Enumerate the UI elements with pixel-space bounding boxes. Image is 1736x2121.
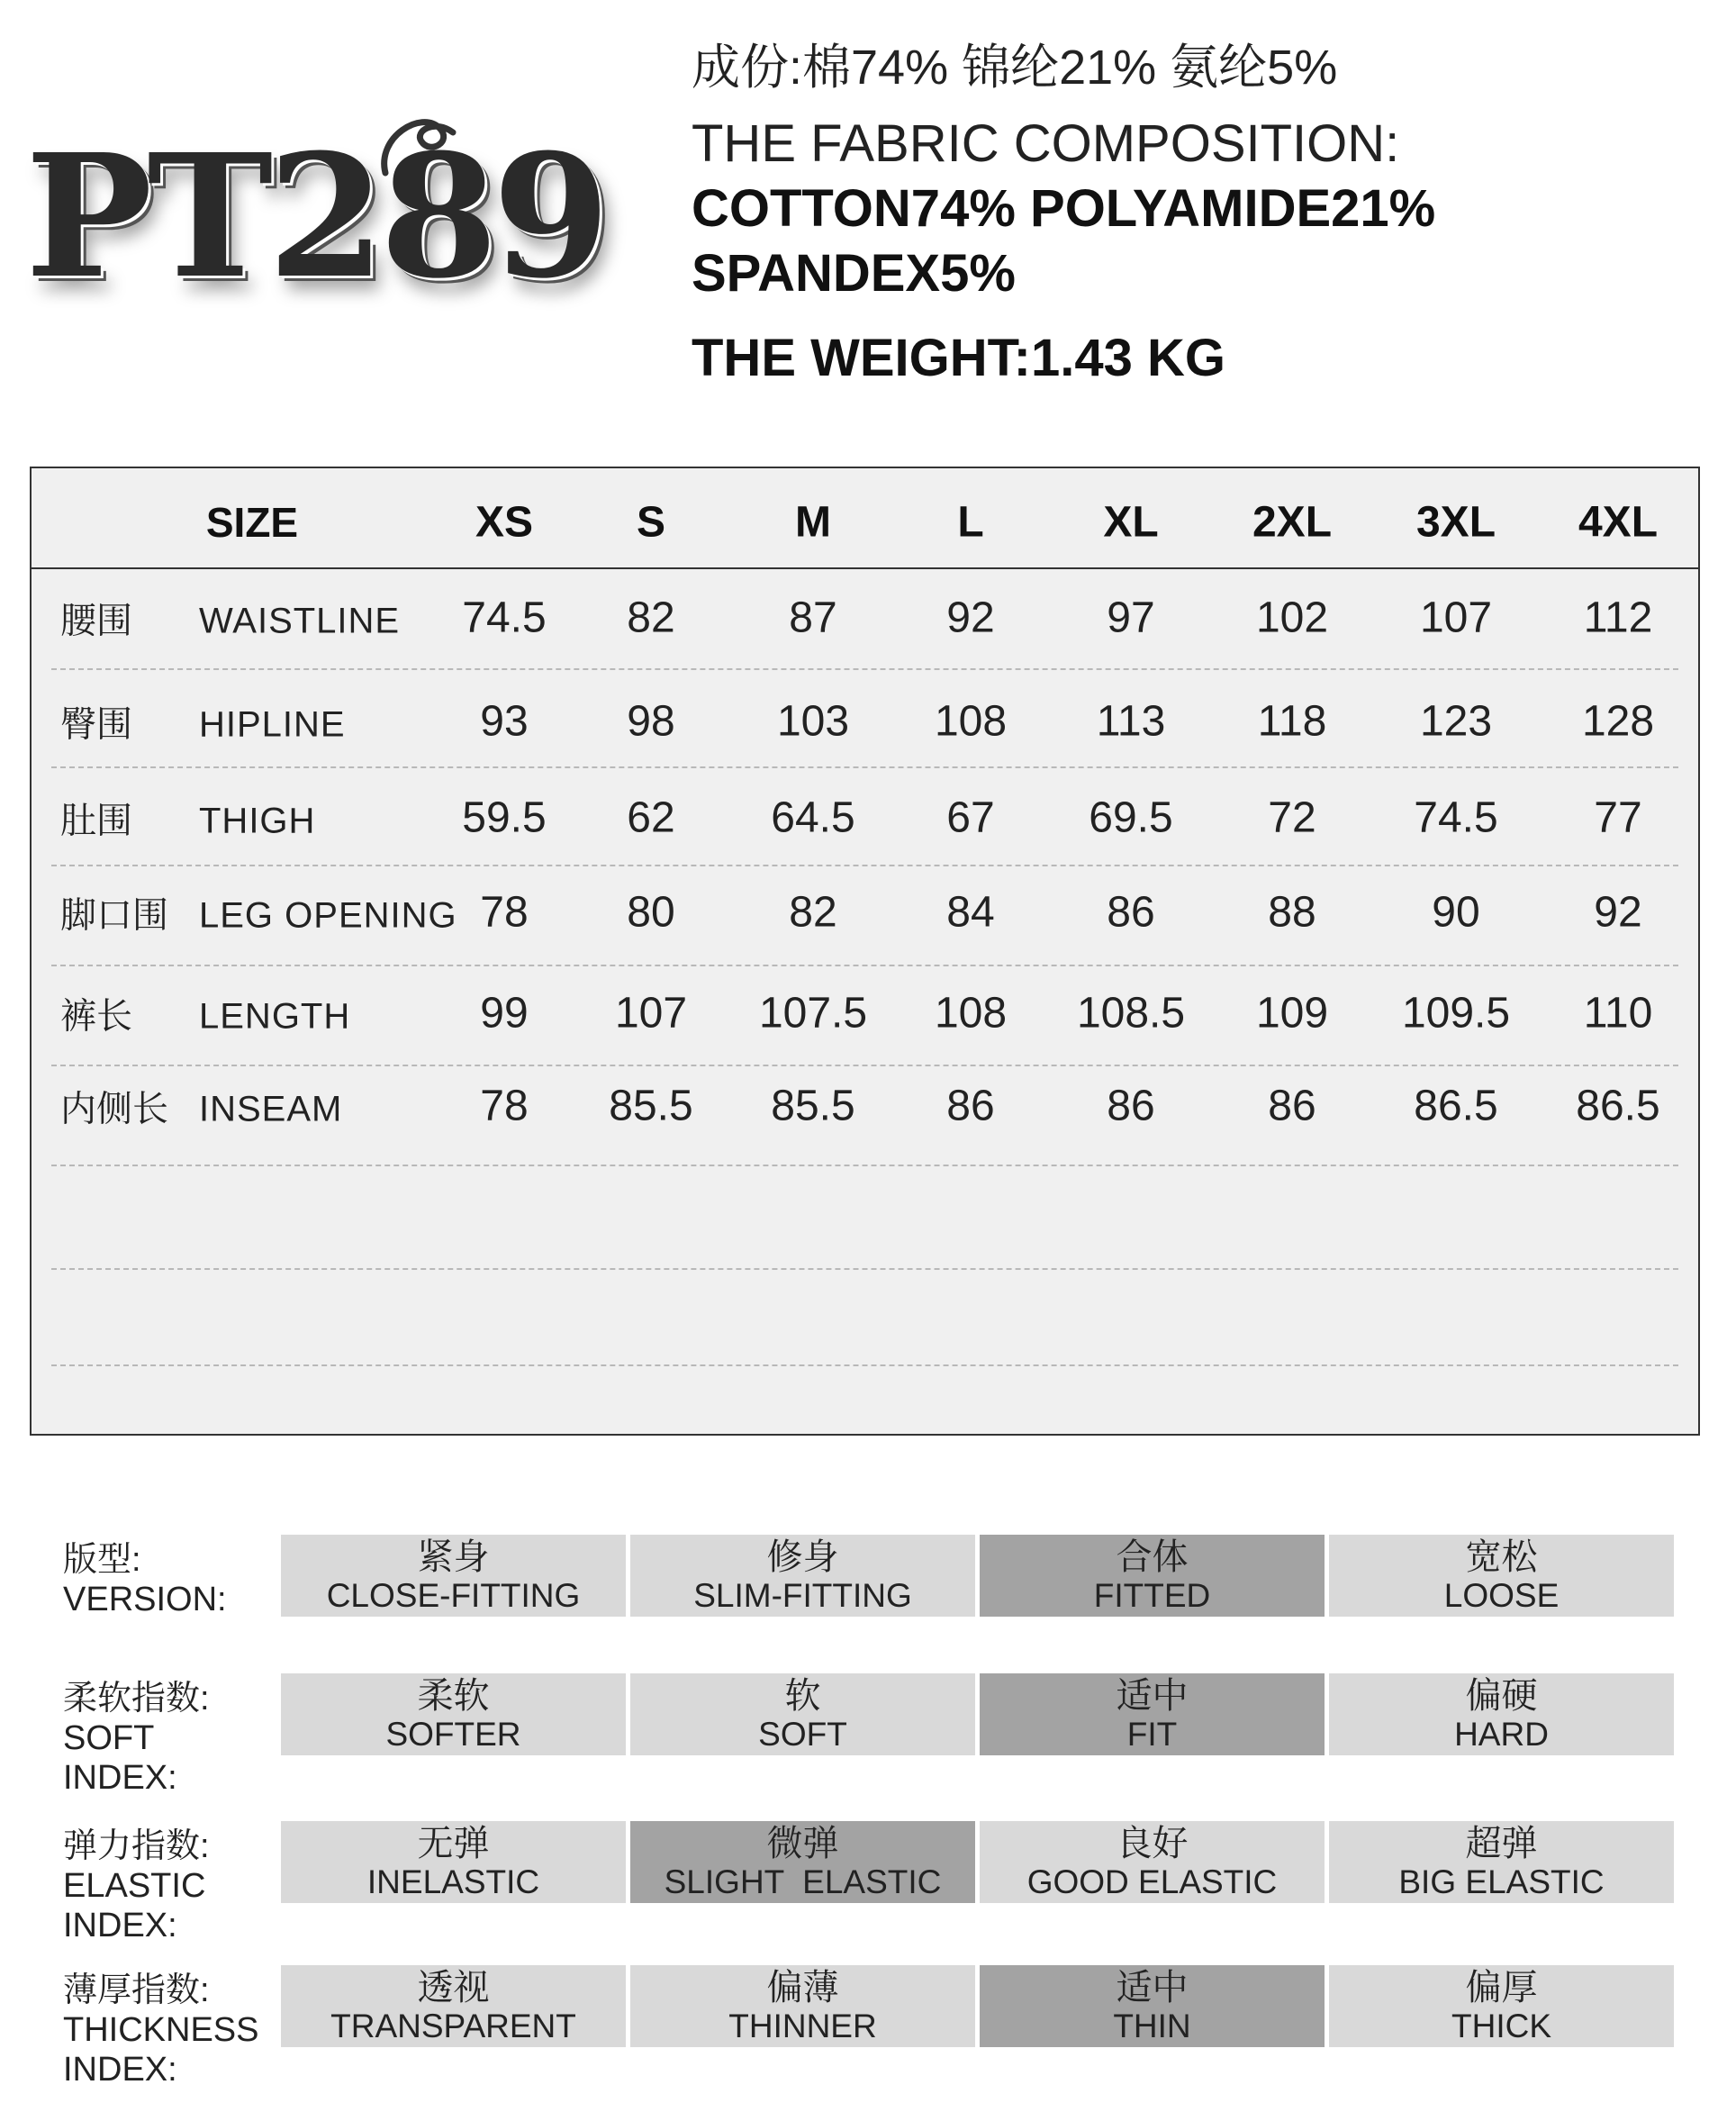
measurement-value: 86	[1268, 1082, 1316, 1130]
measurement-label-cn: 臀围	[60, 704, 132, 745]
attribute-option-cn: 柔软	[417, 1675, 490, 1716]
size-column-header: L	[957, 498, 984, 547]
size-header-label: SIZE	[205, 499, 299, 546]
measurement-value: 99	[480, 989, 529, 1038]
measurement-label-cn: 脚口围	[60, 895, 168, 936]
measurement-value: 82	[789, 888, 837, 937]
attribute-option	[1329, 1965, 1674, 2047]
measurement-value: 118	[1257, 697, 1327, 746]
measurement-value: 98	[627, 697, 675, 746]
measurement-value: 113	[1096, 697, 1166, 746]
attribute-option	[281, 1965, 626, 2047]
attribute-option-en: CLOSE-FITTING	[326, 1576, 581, 1614]
attribute-option-cn: 紧身	[417, 1536, 490, 1577]
measurement-value: 108	[934, 697, 1008, 746]
attribute-option-en: FITTED	[1093, 1576, 1211, 1614]
measurement-value: 123	[1419, 697, 1493, 746]
measurement-label-en: LEG OPENING	[199, 895, 457, 936]
size-column-header: 2XL	[1252, 498, 1333, 547]
attribute-option	[630, 1673, 975, 1755]
attribute-option-en: TRANSPARENT	[330, 2007, 576, 2044]
measurement-value: 77	[1594, 793, 1642, 842]
composition-en-line1: COTTON74% POLYAMIDE21%	[692, 179, 1436, 238]
measurement-value: 78	[480, 1082, 529, 1130]
measurement-value: 80	[627, 888, 675, 937]
attribute-label-en: ELASTIC INDEX:	[63, 1867, 206, 1944]
measurement-value: 108.5	[1076, 989, 1186, 1038]
attribute-option-selected	[980, 1535, 1325, 1617]
attribute-option-cn: 无弹	[417, 1823, 490, 1863]
measurement-value: 109.5	[1401, 989, 1511, 1038]
row-divider	[51, 668, 1678, 670]
product-code: PT289	[25, 117, 605, 316]
measurement-value: 64.5	[771, 793, 855, 842]
measurement-value: 74.5	[462, 594, 547, 642]
attribute-option	[281, 1821, 626, 1903]
size-column-header: M	[795, 498, 831, 547]
size-column-header: 3XL	[1415, 498, 1496, 547]
attribute-label-cn: 弹力指数:	[63, 1827, 210, 1865]
measurement-label-en: LENGTH	[199, 996, 351, 1037]
measurement-value: 85.5	[771, 1082, 855, 1130]
measurement-value: 112	[1583, 594, 1653, 642]
attribute-option-cn: 合体	[1116, 1536, 1189, 1577]
measurement-value: 86	[946, 1082, 995, 1130]
attribute-option-en: FIT	[1126, 1715, 1178, 1753]
attribute-label-cn: 薄厚指数:	[63, 1971, 210, 2009]
measurement-value: 69.5	[1089, 793, 1173, 842]
measurement-value: 86.5	[1576, 1082, 1660, 1130]
measurement-value: 59.5	[462, 793, 547, 842]
attribute-option-cn: 良好	[1116, 1823, 1189, 1863]
size-column-header: 4XL	[1578, 498, 1659, 547]
measurement-value: 84	[946, 888, 995, 937]
attribute-option-en: SOFTER	[385, 1715, 521, 1753]
measurement-label-en: HIPLINE	[199, 704, 346, 745]
measurement-value: 62	[627, 793, 675, 842]
row-divider	[51, 1364, 1678, 1366]
measurement-label-cn: 腰围	[60, 601, 132, 641]
composition-en-label: THE FABRIC COMPOSITION:	[692, 114, 1400, 173]
attribute-option-en: SOFT	[758, 1715, 847, 1753]
attribute-option-selected	[980, 1673, 1325, 1755]
attribute-label-cn: 版型:	[63, 1541, 141, 1579]
measurement-value: 107	[614, 989, 688, 1038]
attribute-option-en: GOOD ELASTIC	[1026, 1863, 1278, 1900]
attribute-label-en: VERSION:	[63, 1581, 227, 1618]
row-divider	[51, 1268, 1678, 1270]
measurement-value: 108	[934, 989, 1008, 1038]
measurement-value: 90	[1432, 888, 1480, 937]
attribute-option-cn: 透视	[417, 1967, 490, 2008]
measurement-value: 92	[1594, 888, 1642, 937]
measurement-value: 72	[1268, 793, 1316, 842]
measurement-value: 85.5	[609, 1082, 693, 1130]
attribute-option-en: THIN	[1113, 2007, 1191, 2044]
attribute-option-selected	[630, 1821, 975, 1903]
attribute-option	[980, 1821, 1325, 1903]
size-chart-table	[30, 467, 1700, 1436]
attribute-label	[63, 1540, 227, 1619]
measurement-value: 107.5	[758, 989, 868, 1038]
attribute-option-cn: 宽松	[1465, 1536, 1538, 1577]
measurement-label-en: THIGH	[199, 801, 316, 841]
attribute-label	[63, 1971, 258, 2089]
attribute-option-cn: 修身	[766, 1536, 839, 1577]
attribute-option-cn: 适中	[1116, 1967, 1189, 2008]
attribute-option-en: THINNER	[728, 2007, 877, 2044]
size-column-header: S	[636, 498, 666, 547]
measurement-value: 86.5	[1414, 1082, 1498, 1130]
attribute-option-en: HARD	[1454, 1715, 1549, 1753]
attribute-option-en: BIG ELASTIC	[1398, 1863, 1605, 1900]
size-column-header: XL	[1103, 498, 1159, 547]
measurement-value: 110	[1583, 989, 1653, 1038]
measurement-value: 86	[1107, 888, 1155, 937]
attribute-option-cn: 软	[784, 1675, 821, 1716]
attribute-option-cn: 偏薄	[766, 1967, 839, 2008]
attribute-option-selected	[980, 1965, 1325, 2047]
measurement-value: 93	[480, 697, 529, 746]
measurement-value: 92	[946, 594, 995, 642]
attribute-option	[281, 1673, 626, 1755]
attribute-label	[63, 1679, 210, 1798]
attribute-option	[630, 1965, 975, 2047]
attribute-option-en: THICK	[1451, 2007, 1551, 2044]
measurement-value: 67	[946, 793, 995, 842]
attribute-label	[63, 1826, 210, 1945]
row-divider	[51, 1065, 1678, 1066]
attribute-option	[281, 1535, 626, 1617]
fabric-composition	[692, 36, 1718, 391]
measurement-value: 87	[789, 594, 837, 642]
attribute-option-cn: 适中	[1116, 1675, 1189, 1716]
measurement-value: 103	[776, 697, 850, 746]
row-divider	[51, 766, 1678, 768]
measurement-label-en: WAISTLINE	[199, 601, 401, 641]
attribute-option	[1329, 1821, 1674, 1903]
fabric-weight: THE WEIGHT:1.43 KG	[692, 329, 1225, 387]
product-code-logo	[25, 108, 605, 342]
attribute-option	[1329, 1673, 1674, 1755]
attribute-option-cn: 微弹	[766, 1823, 839, 1863]
measurement-value: 82	[627, 594, 675, 642]
attribute-label-en: THICKNESS INDEX:	[63, 2011, 259, 2089]
row-divider	[51, 965, 1678, 966]
attribute-option-en: LOOSE	[1443, 1576, 1560, 1614]
row-divider	[51, 865, 1678, 866]
measurement-label-en: INSEAM	[199, 1089, 343, 1129]
measurement-value: 88	[1268, 888, 1316, 937]
attribute-option-cn: 超弹	[1465, 1823, 1538, 1863]
measurement-value: 107	[1419, 594, 1493, 642]
measurement-label-cn: 内侧长	[60, 1089, 168, 1129]
measurement-value: 74.5	[1414, 793, 1498, 842]
composition-cn: 成份:棉74% 锦纶21% 氨纶5%	[692, 41, 1338, 95]
row-divider	[51, 1165, 1678, 1166]
size-header-row	[32, 468, 1698, 569]
attribute-option	[630, 1535, 975, 1617]
measurement-value: 86	[1107, 1082, 1155, 1130]
measurement-value: 102	[1255, 594, 1329, 642]
measurement-label-cn: 裤长	[60, 996, 132, 1037]
attribute-label-en: SOFT INDEX:	[63, 1719, 177, 1797]
measurement-value: 97	[1107, 594, 1155, 642]
measurement-value: 109	[1255, 989, 1329, 1038]
attribute-label-cn: 柔软指数:	[63, 1680, 210, 1718]
attribute-option-cn: 偏硬	[1465, 1675, 1538, 1716]
measurement-value: 78	[480, 888, 529, 937]
attribute-option	[1329, 1535, 1674, 1617]
attribute-option-en: SLIGHT ELASTIC	[664, 1863, 942, 1900]
measurement-label-cn: 肚围	[60, 801, 132, 841]
attribute-option-en: SLIM-FITTING	[693, 1576, 912, 1614]
measurement-value: 128	[1581, 697, 1655, 746]
size-column-header: XS	[475, 498, 534, 547]
attribute-option-en: INELASTIC	[366, 1863, 540, 1900]
composition-en-line2: SPANDEX5%	[692, 244, 1016, 303]
attribute-option-cn: 偏厚	[1465, 1967, 1538, 2008]
